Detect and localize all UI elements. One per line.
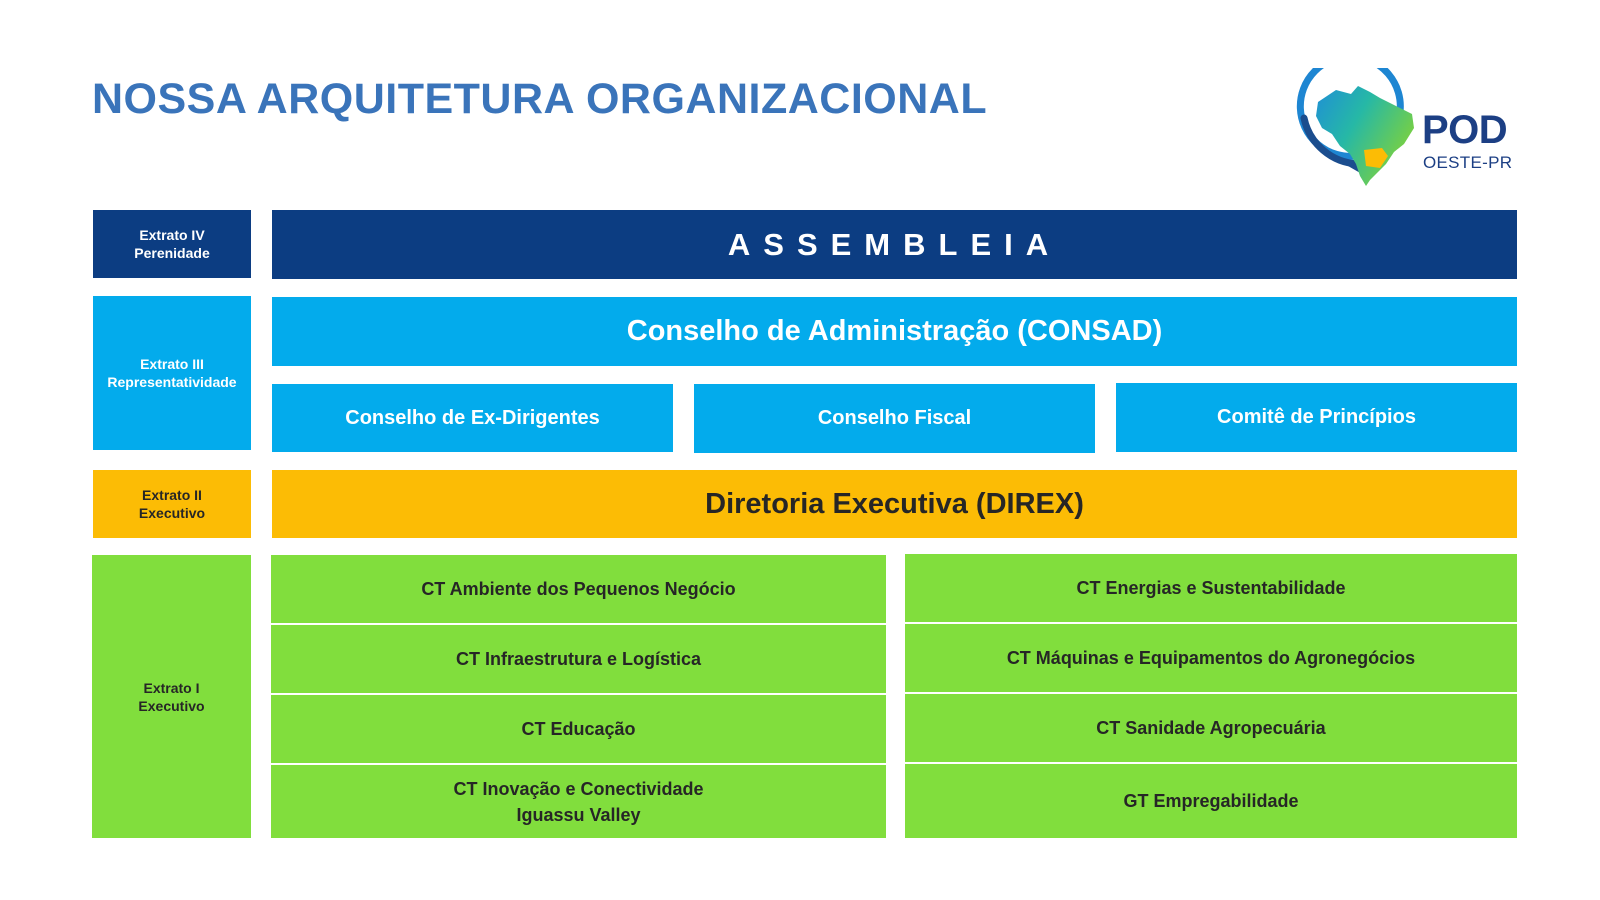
brazil-map-logo-icon — [1296, 68, 1426, 198]
direx-box: Diretoria Executiva (DIREX) — [272, 470, 1517, 538]
committee-right-2: CT Máquinas e Equipamentos do Agronegócios — [905, 624, 1517, 692]
committee-right-3: CT Sanidade Agropecuária — [905, 694, 1517, 762]
assembleia-box: ASSEMBLEIA — [272, 210, 1517, 279]
committee-right-4: GT Empregabilidade — [905, 764, 1517, 838]
committee-right-1: CT Energias e Sustentabilidade — [905, 554, 1517, 622]
logo-text-oeste-pr: OESTE-PR — [1423, 153, 1513, 172]
committee-principios-box: Comitê de Princípios — [1116, 383, 1517, 452]
committee-left-2: CT Infraestrutura e Logística — [271, 625, 886, 693]
consad-box: Conselho de Administração (CONSAD) — [272, 297, 1517, 366]
logo-text-pod: POD — [1422, 108, 1508, 152]
tier-ii-label: Extrato II Executivo — [93, 470, 251, 538]
committee-left-3: CT Educação — [271, 695, 886, 763]
council-ex-dirigentes-box: Conselho de Ex-Dirigentes — [272, 384, 673, 452]
tier-iii-label: Extrato III Representatividade — [93, 296, 251, 450]
page-title: NOSSA ARQUITETURA ORGANIZACIONAL — [92, 75, 988, 123]
committee-left-1: CT Ambiente dos Pequenos Negócio — [271, 555, 886, 623]
tier-i-label: Extrato I Executivo — [92, 555, 251, 838]
tier-iv-label: Extrato IV Perenidade — [93, 210, 251, 278]
pod-oeste-pr-logo — [1296, 68, 1526, 198]
committee-left-4: CT Inovação e Conectividade Iguassu Valley — [271, 765, 886, 838]
council-fiscal-box: Conselho Fiscal — [694, 384, 1095, 453]
